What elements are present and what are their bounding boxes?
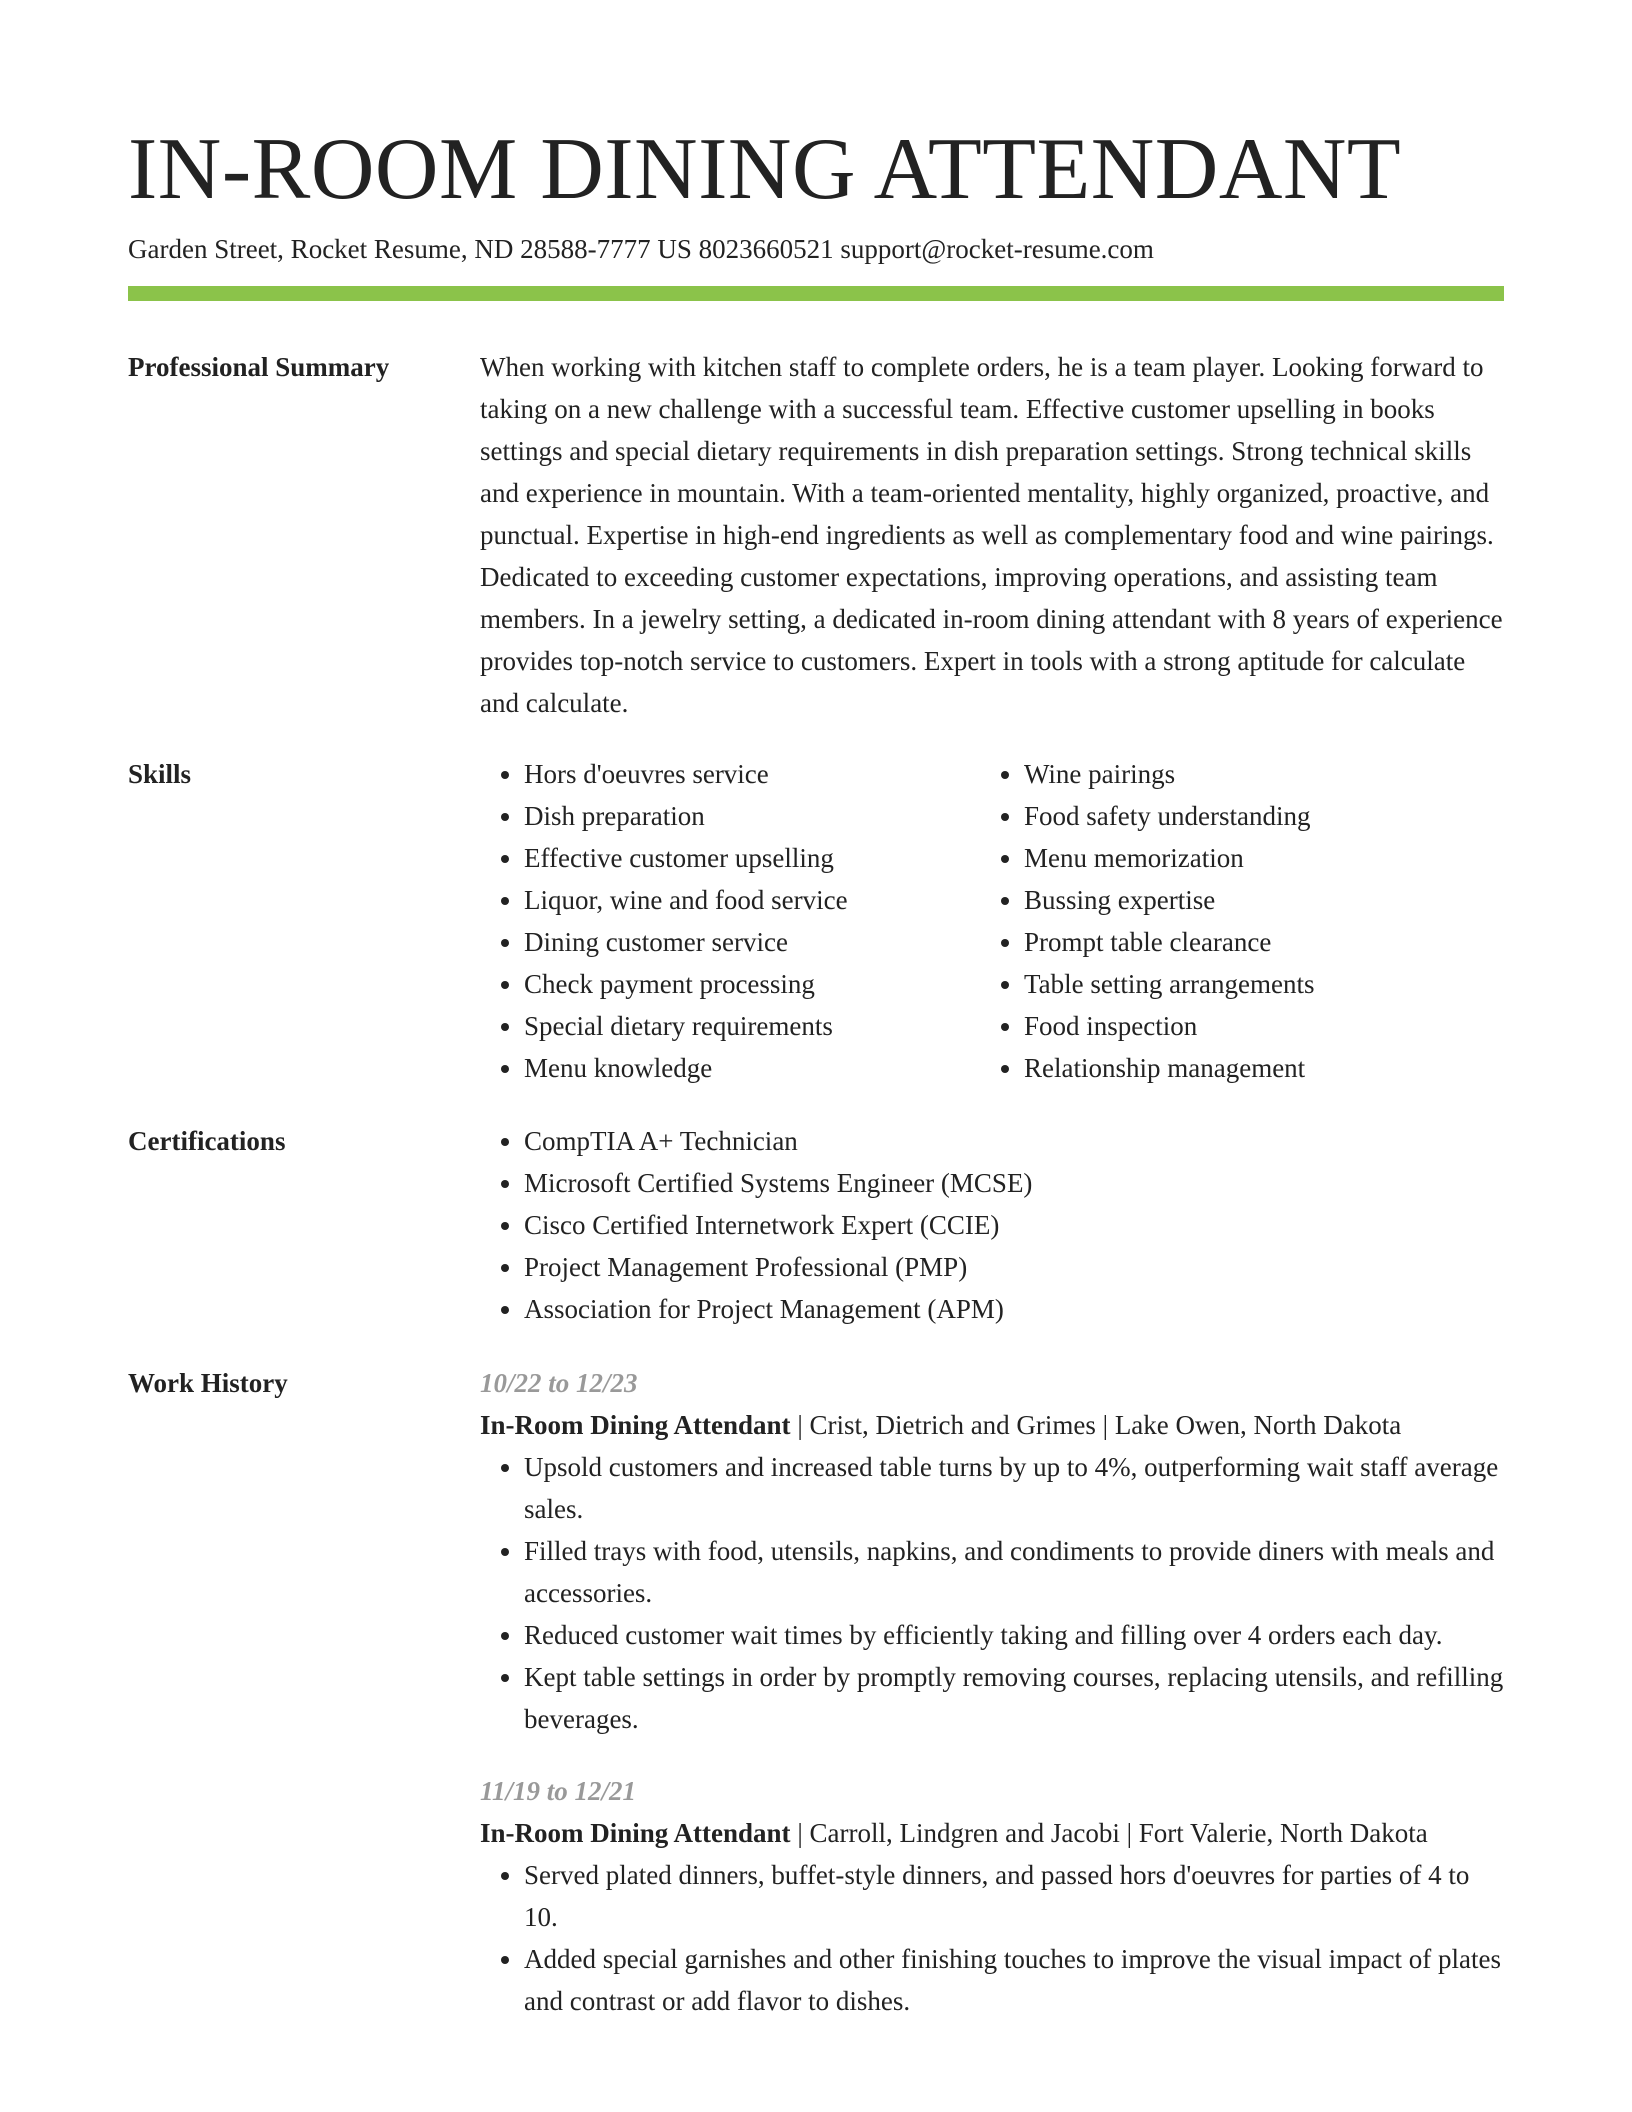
- job-bullet: • Added special garnishes and other finishing touches to improve the visual impact of plates and contrast or add flavor to dishes.: [524, 1938, 1504, 2022]
- skills-list-right: [980, 753, 1524, 1089]
- skill-item: • Table setting arrangements: [1024, 963, 1524, 1005]
- job-heading: [480, 1812, 1504, 1854]
- skill-item: • Dining customer service: [524, 921, 1024, 963]
- job-bullet: • Upsold customers and increased table turns by up to 4%, outperforming wait staff average sales.: [524, 1446, 1504, 1530]
- skill-item: • Bussing expertise: [1024, 879, 1524, 921]
- resume-title: IN-ROOM DINING ATTENDANT: [128, 121, 1402, 218]
- work-history-label: Work History: [128, 1368, 288, 1398]
- skill-item: • Food inspection: [1024, 1005, 1524, 1047]
- job-bullets: [480, 1446, 1504, 1740]
- skill-item: • Menu knowledge: [524, 1047, 1024, 1089]
- skill-item: • Relationship management: [1024, 1047, 1524, 1089]
- certifications-label: Certifications: [128, 1126, 286, 1156]
- certification-item: • Cisco Certified Internetwork Expert (CCIE): [524, 1204, 1504, 1246]
- skills-list-left: [480, 753, 1024, 1089]
- job-bullets: [480, 1854, 1504, 2022]
- job-details: | Carroll, Lindgren and Jacobi | Fort Valerie, North Dakota: [790, 1818, 1428, 1848]
- certifications-body: [480, 1120, 1504, 1330]
- skill-item: • Menu memorization: [1024, 837, 1524, 879]
- header-divider: [128, 286, 1504, 301]
- job-title: In-Room Dining Attendant: [480, 1818, 791, 1848]
- summary-body: [480, 346, 1504, 724]
- skill-item: • Hors d'oeuvres service: [524, 753, 1024, 795]
- certification-item: • Project Management Professional (PMP): [524, 1246, 1504, 1288]
- skill-item: • Liquor, wine and food service: [524, 879, 1024, 921]
- skill-item: • Food safety understanding: [1024, 795, 1524, 837]
- job-bullet: • Served plated dinners, buffet-style dinners, and passed hors d'oeuvres for parties of 4 to 10.: [524, 1854, 1504, 1938]
- job-heading: [480, 1404, 1504, 1446]
- job-title: In-Room Dining Attendant: [480, 1410, 791, 1440]
- job-dates: 10/22 to 12/23: [480, 1368, 638, 1398]
- certification-item: • Microsoft Certified Systems Engineer (MCSE): [524, 1162, 1504, 1204]
- skill-item: • Check payment processing: [524, 963, 1024, 1005]
- skills-label: Skills: [128, 759, 192, 789]
- skill-item: • Wine pairings: [1024, 753, 1524, 795]
- job-bullet: • Filled trays with food, utensils, napkins, and condiments to provide diners with meals and accessories.: [524, 1530, 1504, 1614]
- job-entry: [480, 1362, 1504, 1740]
- skill-item: • Dish preparation: [524, 795, 1024, 837]
- job-dates: 11/19 to 12/21: [480, 1776, 637, 1806]
- job-bullet: • Kept table settings in order by promptly removing courses, replacing utensils, and refilling beverages.: [524, 1656, 1504, 1740]
- skill-item: • Prompt table clearance: [1024, 921, 1524, 963]
- summary-text: When working with kitchen staff to complete orders, he is a team player. Looking forward to taking on a new challenge with a successful team. Effective customer upselling in books settings and special dietary requirements in dish preparation settings. Strong technical skills and experience in mountain. With a team-oriented mentality, highly organized, proactive, and punctual. Expertise in high-end ingredients as well as complementary food and wine pairings. Dedicated to exceeding customer expectations, improving operations, and assisting team members. In a jewelry setting, a dedicated in-room dining attendant with 8 years of experience provides top-notch service to customers. Expert in tools with a strong aptitude for calculate and calculate.: [480, 352, 1503, 718]
- certification-item: • Association for Project Management (APM): [524, 1288, 1504, 1330]
- job-bullet: • Reduced customer wait times by efficiently taking and filling over 4 orders each day.: [524, 1614, 1504, 1656]
- skill-item: • Effective customer upselling: [524, 837, 1024, 879]
- certification-item: • CompTIA A+ Technician: [524, 1120, 1504, 1162]
- work-history-body: [480, 1362, 1504, 2022]
- job-entry: [480, 1770, 1504, 2022]
- summary-label: Professional Summary: [128, 352, 390, 382]
- skill-item: • Special dietary requirements: [524, 1005, 1024, 1047]
- certifications-list: [480, 1120, 1504, 1330]
- contact-line: Garden Street, Rocket Resume, ND 28588-7777 US 8023660521 support@rocket-resume.com: [128, 234, 1154, 264]
- job-details: | Crist, Dietrich and Grimes | Lake Owen, North Dakota: [790, 1410, 1402, 1440]
